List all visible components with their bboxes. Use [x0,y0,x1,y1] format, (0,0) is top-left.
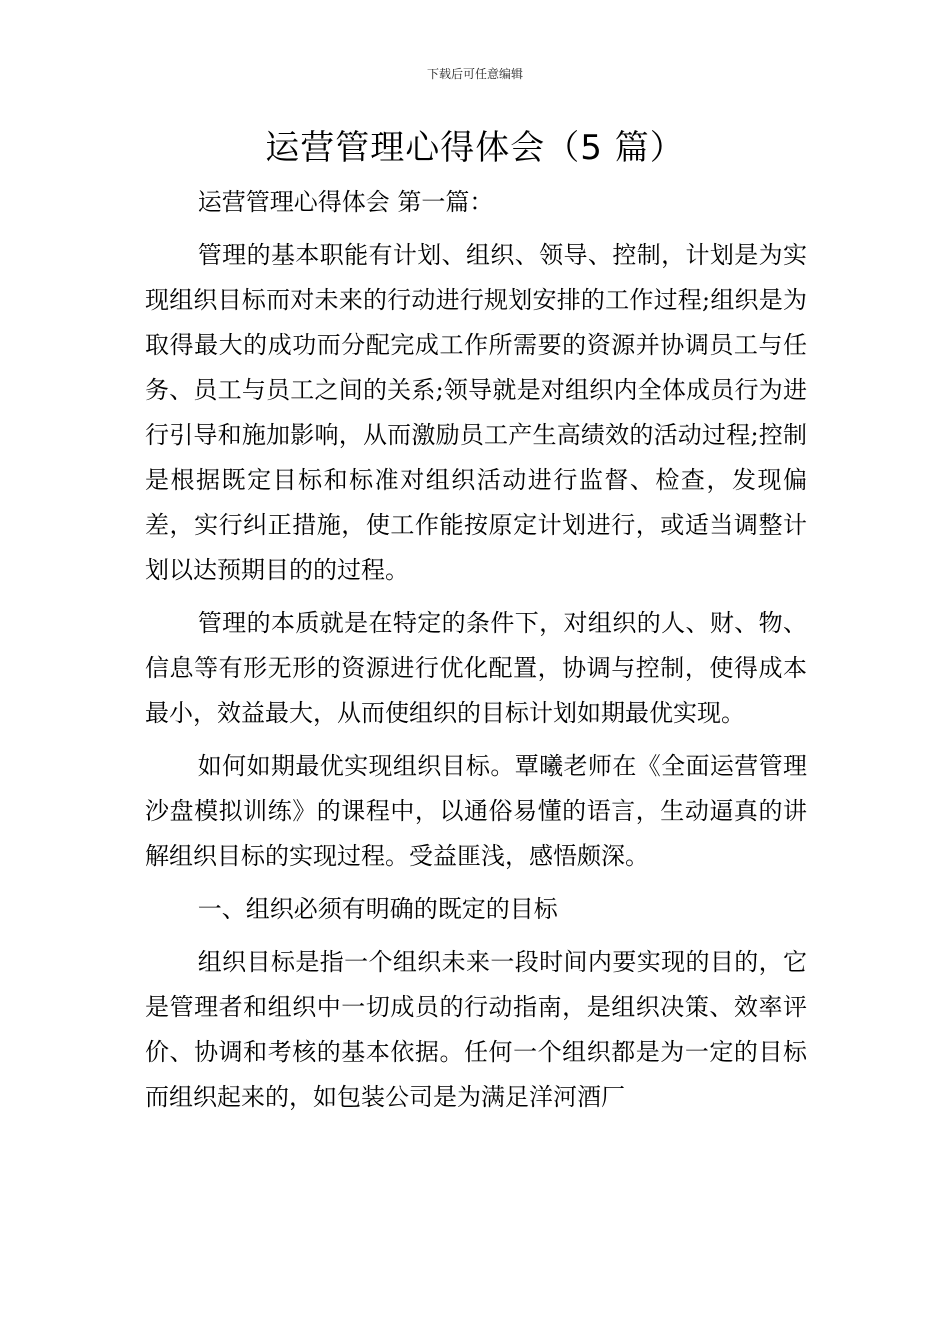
section-subtitle: 运营管理心得体会 第一篇： [197,188,494,216]
paragraph: 组织目标是指一个组织未来一段时间内要实现的目的，它是管理者和组织中一切成员的行动指南，是组织决策、效率评价、协调和考核的基本依据。任何一个组织都是为一定的目标而组织起来的，如包装公司是为满足洋河酒厂 [145,948,807,1111]
paragraph: 管理的本质就是在特定的条件下，对组织的人、财、物、信息等有形无形的资源进行优化配置，协调与控制，使得成本最小，效益最大，从而使组织的目标计划如期最优实现。 [145,609,807,727]
document-body [145,180,807,1128]
document-title: 运营管理心得体会（5 篇） [265,128,685,168]
header-note: 下载后可任意编辑 [426,67,523,81]
paragraph: 管理的基本职能有计划、组织、领导、控制，计划是为实现组织目标而对未来的行动进行规划安排的工作过程;组织是为取得最大的成功而分配完成工作所需要的资源并协调员工与任务、员工与员工之间的关系;领导就是对组织内全体成员行为进行引导和施加影响，从而激励员工产生高绩效的活动过程;控制是根据既定目标和标准对组织活动进行监督、检查，发现偏差，实行纠正措施，使工作能按原定计划进行，或适当调整计划以达预期目的的过程。 [145,241,807,584]
paragraph: 如何如期最优实现组织目标。覃曦老师在《全面运营管理沙盘模拟训练》的课程中，以通俗易懂的语言，生动逼真的讲解组织目标的实现过程。受益匪浅，感悟颇深。 [145,752,807,870]
section-heading: 一、组织必须有明确的既定的目标 [197,895,558,923]
